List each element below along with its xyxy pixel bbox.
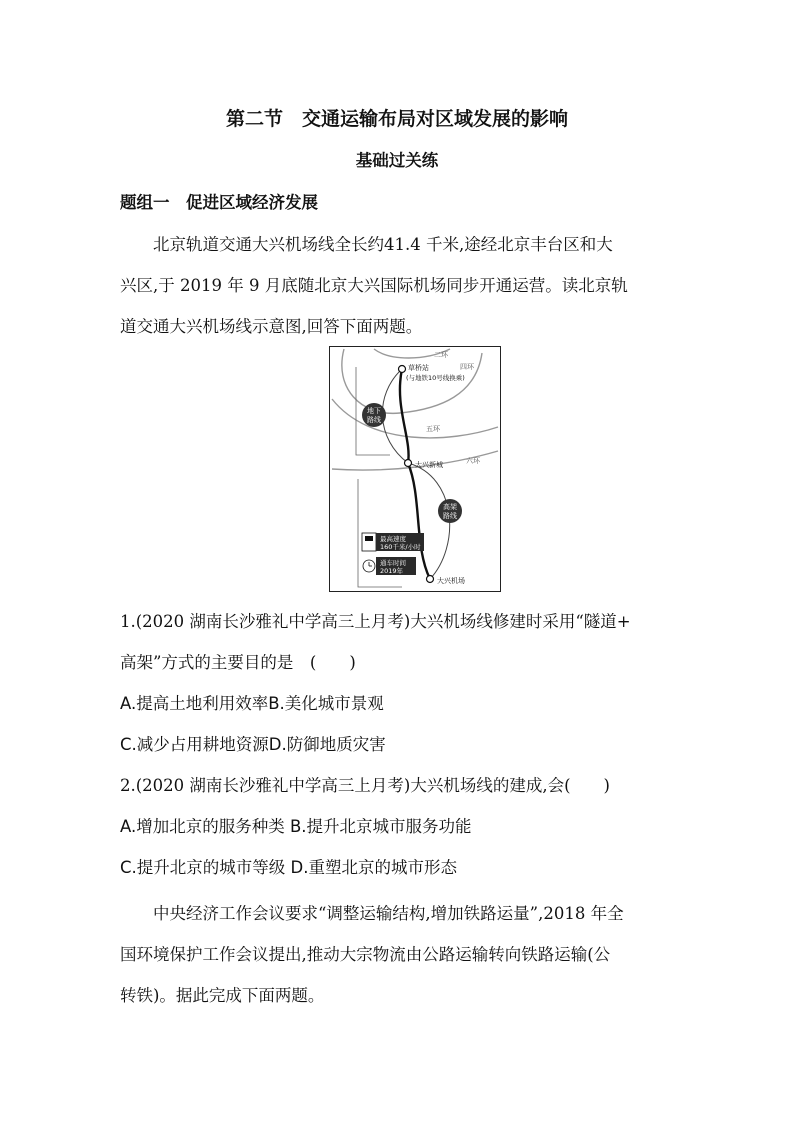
section-subtitle: 基础过关练 [355, 151, 439, 170]
station-caoqiao-marker [399, 366, 406, 373]
group-heading: 题组一 促进区域经济发展 [120, 193, 318, 212]
page-title: 第二节 交通运输布局对区域发展的影响 [225, 108, 568, 130]
q1-stem-line-1: 1.(2020 湖南长沙雅礼中学高三上月考)大兴机场线修建时采用“隧道+ [120, 612, 631, 631]
passage2-line-3: 转铁)。据此完成下面两题。 [120, 986, 325, 1005]
passage1-line-1: 北京轨道交通大兴机场线全长约41.4 千米,途经北京丰台区和大 [153, 235, 613, 254]
ring5-label: 五环 [426, 425, 440, 433]
station-airport-marker [427, 576, 434, 583]
q1-options-ab: A.提高土地利用效率B.美化城市景观 [120, 694, 384, 713]
station-airport-label: 大兴机场 [437, 577, 465, 585]
passage1-line-3: 道交通大兴机场线示意图,回答下面两题。 [120, 317, 423, 336]
passage2-line-1: 中央经济工作会议要求“调整运输结构,增加铁路运量”,2018 年全 [153, 904, 624, 923]
speed-label: 最高速度 [380, 535, 406, 543]
ring6-label: 六环 [466, 457, 480, 465]
station-xincheng-marker [405, 460, 412, 467]
q1-stem-line-2: 高架”方式的主要目的是 ( ) [120, 653, 356, 672]
opening-label: 通车时间 [380, 559, 406, 567]
station-caoqiao-note: (与地铁10号线换乘) [406, 374, 465, 382]
passage1-line-2: 兴区,于 2019 年 9 月底随北京大兴国际机场同步开通运营。读北京轨 [120, 276, 628, 295]
ring4-label: 四环 [460, 363, 474, 371]
q2-options-cd: C.提升北京的城市等级 D.重塑北京的城市形态 [120, 858, 457, 877]
speed-value: 160千米/小时 [380, 543, 421, 551]
elevated-badge-line2: 路线 [443, 512, 457, 520]
q1-options-cd: C.减少占用耕地资源D.防御地质灾害 [120, 735, 386, 754]
train-icon [362, 533, 376, 551]
ring2-label: 二环 [434, 351, 448, 359]
underground-badge-line2: 路线 [367, 416, 381, 424]
station-caoqiao-label: 草桥站 [408, 364, 429, 372]
underground-badge-line1: 地下 [367, 407, 381, 415]
q2-options-ab: A.增加北京的服务种类 B.提升北京城市服务功能 [120, 817, 472, 836]
q2-stem: 2.(2020 湖南长沙雅礼中学高三上月考)大兴机场线的建成,会( ) [120, 776, 610, 795]
elevated-badge-line1: 高架 [443, 503, 457, 511]
station-xincheng-label: 大兴新城 [415, 461, 443, 469]
opening-value: 2019年 [380, 567, 404, 575]
airport-line-map [329, 346, 501, 592]
passage2-line-2: 国环境保护工作会议提出,推动大宗物流由公路运输转向铁路运输(公 [120, 945, 611, 964]
